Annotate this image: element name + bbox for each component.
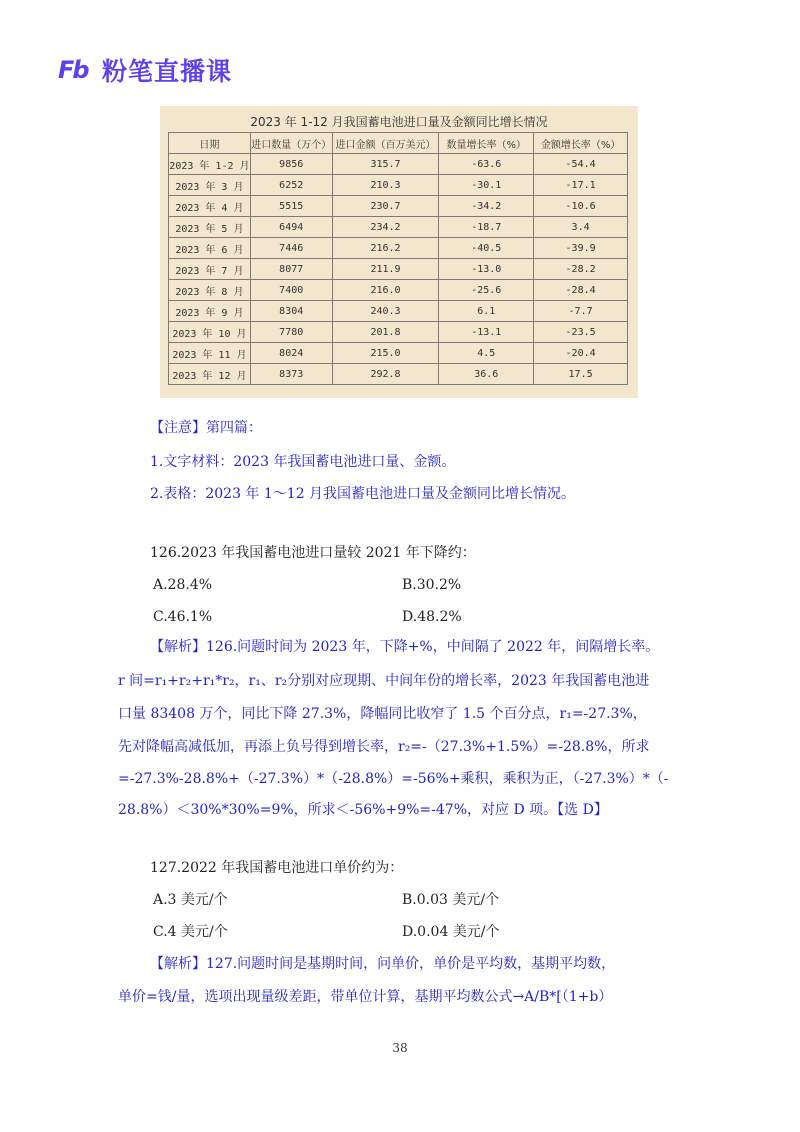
- option-b: B.30.2%: [402, 577, 462, 593]
- table-cell: 17.5: [534, 364, 628, 385]
- column-header: 金额增长率（%）: [534, 133, 628, 154]
- table-cell: 2023 年 7 月: [169, 259, 251, 280]
- table-cell: 211.9: [332, 259, 439, 280]
- table-cell: 7446: [250, 238, 332, 259]
- table-cell: -13.0: [439, 259, 534, 280]
- table-cell: -7.7: [534, 301, 628, 322]
- option-d: D.48.2%: [402, 609, 462, 625]
- table-cell: 292.8: [332, 364, 439, 385]
- question-127: 127.2022 年我国蓄电池进口单价约为：: [150, 860, 404, 876]
- table-row: [169, 343, 628, 364]
- table-row: [169, 154, 628, 175]
- analysis-line: 口量 83408 万个，同比下降 27.3%，降幅同比收窄了 1.5 个百分点，r₁=-27.3%，: [118, 706, 647, 722]
- table-cell: 230.7: [332, 196, 439, 217]
- table-cell: 2023 年 6 月: [169, 238, 251, 259]
- data-table: [168, 132, 628, 385]
- table-cell: 2023 年 8 月: [169, 280, 251, 301]
- analysis-line: 单价=钱/量，选项出现量级差距，带单位计算，基期平均数公式→A/B*[（1+b）: [118, 989, 613, 1005]
- table-cell: 210.3: [332, 175, 439, 196]
- table-cell: 216.2: [332, 238, 439, 259]
- table-cell: 7400: [250, 280, 332, 301]
- analysis-line: 【解析】127.问题时间是基期时间，问单价，单价是平均数，基期平均数，: [150, 956, 616, 972]
- table-cell: 2023 年 1-2 月: [169, 154, 251, 175]
- table-cell: -20.4: [534, 343, 628, 364]
- table-cell: 8024: [250, 343, 332, 364]
- fenbi-logo-icon: Fb: [58, 56, 88, 84]
- table-cell: -28.4: [534, 280, 628, 301]
- analysis-line: =-27.3%-28.8%+（-27.3%）*（-28.8%）=-56%+乘积，乘积为正，（-27.3%）*（-: [118, 771, 669, 787]
- table-cell: 2023 年 3 月: [169, 175, 251, 196]
- table-cell: -39.9: [534, 238, 628, 259]
- table-row: [169, 259, 628, 280]
- table-cell: 9856: [250, 154, 332, 175]
- column-header: 进口金额（百万美元）: [332, 133, 439, 154]
- page-number: 38: [392, 1041, 408, 1055]
- table-row: [169, 175, 628, 196]
- column-header: 数量增长率（%）: [439, 133, 534, 154]
- table-cell: -25.6: [439, 280, 534, 301]
- table-cell: 8304: [250, 301, 332, 322]
- table-cell: 215.0: [332, 343, 439, 364]
- table-cell: -63.6: [439, 154, 534, 175]
- column-header: 日期: [169, 133, 251, 154]
- table-cell: 216.0: [332, 280, 439, 301]
- table-header-row: [169, 133, 628, 154]
- option-b: B.0.03 美元/个: [402, 892, 500, 908]
- table-cell: -40.5: [439, 238, 534, 259]
- table-cell: -34.2: [439, 196, 534, 217]
- table-cell: -28.2: [534, 259, 628, 280]
- table-cell: 201.8: [332, 322, 439, 343]
- table-cell: 2023 年 12 月: [169, 364, 251, 385]
- table-cell: 3.4: [534, 217, 628, 238]
- table-row: [169, 301, 628, 322]
- option-c: C.4 美元/个: [153, 924, 228, 940]
- table-cell: 2023 年 11 月: [169, 343, 251, 364]
- analysis-line: 【解析】126.问题时间为 2023 年，下降+%，中间隔了 2022 年，间隔增长率。: [150, 639, 660, 655]
- table-cell: -13.1: [439, 322, 534, 343]
- table-cell: 8373: [250, 364, 332, 385]
- table-row: [169, 364, 628, 385]
- table-row: [169, 196, 628, 217]
- table-cell: -30.1: [439, 175, 534, 196]
- option-a: A.3 美元/个: [153, 892, 228, 908]
- data-table-image: [160, 106, 638, 398]
- table-cell: -17.1: [534, 175, 628, 196]
- table-cell: 2023 年 5 月: [169, 217, 251, 238]
- table-cell: -18.7: [439, 217, 534, 238]
- column-header: 进口数量（万个）: [250, 133, 332, 154]
- table-cell: 6252: [250, 175, 332, 196]
- table-row: [169, 217, 628, 238]
- table-cell: 234.2: [332, 217, 439, 238]
- table-cell: 2023 年 4 月: [169, 196, 251, 217]
- table-cell: 2023 年 10 月: [169, 322, 251, 343]
- table-title: 2023 年 1-12 月我国蓄电池进口量及金额同比增长情况: [250, 115, 548, 129]
- table-cell: 8077: [250, 259, 332, 280]
- table-cell: -10.6: [534, 196, 628, 217]
- note-item-1: 1.文字材料：2023 年我国蓄电池进口量、金额。: [150, 454, 456, 470]
- brand-name: 粉笔直播课: [102, 57, 233, 86]
- table-row: [169, 322, 628, 343]
- analysis-line: 28.8%）＜30%*30%=9%，所求＜-56%+9%=-47%，对应 D 项。【选 D】: [118, 802, 608, 818]
- table-cell: 315.7: [332, 154, 439, 175]
- option-d: D.0.04 美元/个: [402, 924, 500, 940]
- table-cell: 6.1: [439, 301, 534, 322]
- question-126: 126.2023 年我国蓄电池进口量较 2021 年下降约：: [150, 545, 476, 561]
- table-cell: 7780: [250, 322, 332, 343]
- note-item-2: 2.表格：2023 年 1～12 月我国蓄电池进口量及金额同比增长情况。: [150, 486, 576, 502]
- option-a: A.28.4%: [153, 577, 213, 593]
- table-cell: 4.5: [439, 343, 534, 364]
- table-cell: 5515: [250, 196, 332, 217]
- analysis-line: r 间=r₁+r₂+r₁*r₂，r₁、r₂分别对应现期、中间年份的增长率，2023 年我国蓄电池进: [118, 673, 650, 689]
- table-cell: -23.5: [534, 322, 628, 343]
- table-row: [169, 238, 628, 259]
- analysis-line: 先对降幅高减低加，再添上负号得到增长率，r₂=-（27.3%+1.5%）=-28.8%，所求: [118, 739, 650, 755]
- table-cell: 240.3: [332, 301, 439, 322]
- table-cell: -54.4: [534, 154, 628, 175]
- brand-logo: [58, 52, 232, 88]
- table-cell: 2023 年 9 月: [169, 301, 251, 322]
- option-c: C.46.1%: [153, 609, 213, 625]
- table-row: [169, 280, 628, 301]
- table-cell: 6494: [250, 217, 332, 238]
- note-heading: 【注意】第四篇：: [150, 420, 262, 436]
- table-cell: 36.6: [439, 364, 534, 385]
